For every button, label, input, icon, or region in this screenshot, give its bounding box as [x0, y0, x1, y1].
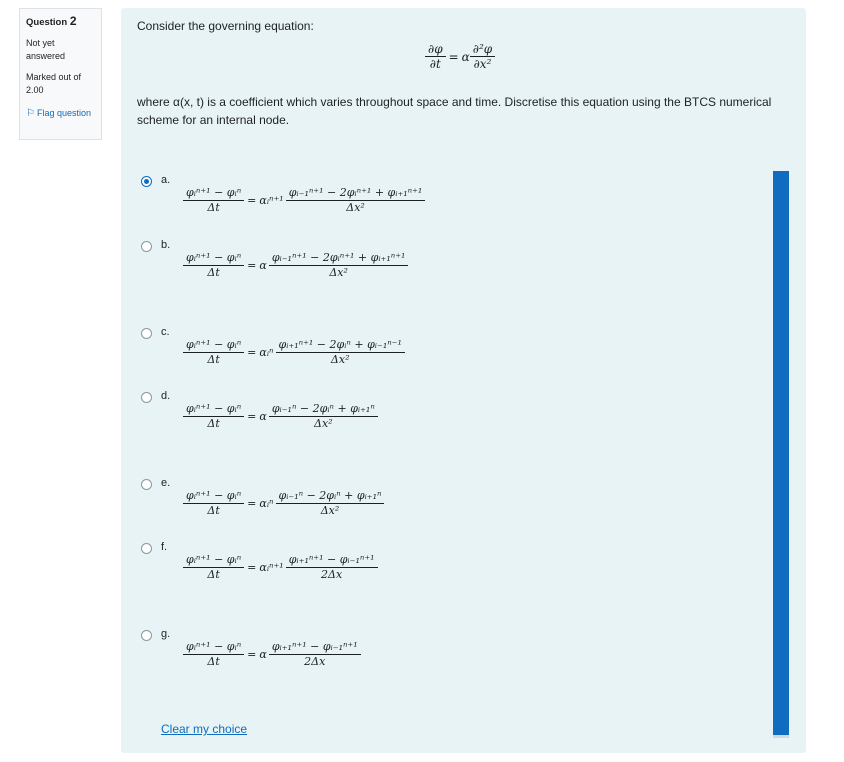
option-rhs-num: φᵢ₊₁ⁿ⁺¹ − φᵢ₋₁ⁿ⁺¹ — [269, 640, 361, 655]
option-lhs-den: Δt — [207, 417, 220, 430]
option-rhs — [286, 553, 378, 582]
option-lhs-num: φᵢⁿ⁺¹ − φᵢⁿ — [183, 640, 244, 655]
governing-lhs — [425, 42, 446, 71]
option-lhs-num: φᵢⁿ⁺¹ − φᵢⁿ — [183, 553, 244, 568]
governing-lhs-den: ∂t — [429, 57, 441, 71]
option-formula — [183, 553, 378, 582]
question-text: where α(x, t) is a coefficient which varies throughout space and time. Discretise this equation using the BTCS numerical scheme for an internal node. — [137, 95, 772, 127]
option-formula — [183, 489, 384, 518]
option-eq-sign: = — [247, 561, 257, 574]
radio-button[interactable] — [141, 328, 152, 339]
option-formula — [183, 338, 405, 367]
option-rhs-den: 2Δx — [304, 655, 326, 668]
option-lhs-num: φᵢⁿ⁺¹ − φᵢⁿ — [183, 338, 244, 353]
option-lhs-num: φᵢⁿ⁺¹ − φᵢⁿ — [183, 402, 244, 417]
flag-icon: ⚐ — [26, 108, 35, 119]
question-info-panel — [19, 8, 102, 140]
option-rhs-num: φᵢ₊₁ⁿ⁺¹ − φᵢ₋₁ⁿ⁺¹ — [286, 553, 378, 568]
option-rhs-den: Δx² — [346, 201, 365, 214]
option-coef: α — [259, 410, 267, 423]
option-lhs-num: φᵢⁿ⁺¹ − φᵢⁿ — [183, 251, 244, 266]
governing-lhs-num: ∂φ — [425, 42, 446, 57]
option-eq-sign: = — [247, 497, 257, 510]
radio-button[interactable] — [141, 176, 152, 187]
option-coef: αᵢⁿ — [259, 346, 274, 359]
option-rhs — [269, 402, 378, 431]
option-rhs-num: φᵢ₋₁ⁿ⁺¹ − 2φᵢⁿ⁺¹ + φᵢ₊₁ⁿ⁺¹ — [286, 186, 426, 201]
option-coef: αᵢⁿ⁺¹ — [259, 561, 284, 574]
option-letter: f. — [161, 541, 168, 553]
option-letter: e. — [161, 477, 171, 489]
option-eq-sign: = — [247, 194, 257, 207]
option-rhs — [286, 186, 426, 215]
option-lhs — [183, 553, 244, 582]
option-lhs — [183, 489, 244, 518]
option-rhs-den: Δx² — [329, 266, 348, 279]
option-rhs-den: Δx² — [320, 504, 340, 517]
option-formula — [183, 186, 425, 215]
option-rhs — [269, 251, 409, 280]
option-rhs-num: φᵢ₋₁ⁿ⁺¹ − 2φᵢⁿ⁺¹ + φᵢ₊₁ⁿ⁺¹ — [269, 251, 409, 266]
option-lhs-den: Δt — [207, 504, 220, 517]
radio-button[interactable] — [141, 241, 152, 252]
option-coef: αᵢⁿ — [259, 497, 274, 510]
scrollbar-track-end — [773, 735, 789, 738]
question-grade: Marked out of 2.00 — [26, 72, 82, 95]
governing-rhs — [470, 42, 495, 71]
question-content — [121, 8, 806, 753]
option-rhs-num: φᵢ₋₁ⁿ − 2φᵢⁿ + φᵢ₊₁ⁿ — [276, 489, 385, 504]
radio-button[interactable] — [141, 392, 152, 403]
option-letter: g. — [161, 628, 171, 640]
option-rhs-num: φᵢ₊₁ⁿ⁺¹ − 2φᵢⁿ + φᵢ₋₁ⁿ⁻¹ — [276, 338, 405, 353]
option-coef: α — [259, 259, 267, 272]
option-formula — [183, 402, 378, 431]
radio-button[interactable] — [141, 630, 152, 641]
option-rhs-num: φᵢ₋₁ⁿ − 2φᵢⁿ + φᵢ₊₁ⁿ — [269, 402, 378, 417]
option-lhs-num: φᵢⁿ⁺¹ − φᵢⁿ — [183, 489, 244, 504]
option-eq-sign: = — [247, 346, 257, 359]
option-lhs-den: Δt — [207, 655, 220, 668]
option-lhs — [183, 640, 244, 669]
flag-question-link[interactable] — [26, 107, 95, 120]
option-eq-sign: = — [247, 410, 257, 423]
option-eq-sign: = — [247, 648, 257, 661]
option-coef: αᵢⁿ⁺¹ — [259, 194, 284, 207]
scrollbar-thumb[interactable] — [773, 171, 789, 738]
governing-eq-sign: = — [448, 49, 459, 64]
option-letter: d. — [161, 390, 171, 402]
option-lhs — [183, 186, 244, 215]
governing-rhs-den: ∂x² — [473, 57, 492, 71]
option-eq-sign: = — [247, 259, 257, 272]
option-formula — [183, 251, 408, 280]
option-rhs — [269, 640, 361, 669]
option-lhs-den: Δt — [207, 201, 220, 214]
option-rhs-den: Δx² — [314, 417, 333, 430]
question-state: Not yet answered — [26, 38, 66, 61]
option-lhs-den: Δt — [207, 266, 220, 279]
question-number-value: 2 — [69, 14, 77, 28]
option-rhs-den: 2Δx — [321, 568, 343, 581]
option-lhs — [183, 402, 244, 431]
option-lhs-den: Δt — [207, 568, 220, 581]
option-lhs-den: Δt — [207, 353, 220, 366]
option-lhs — [183, 338, 244, 367]
option-formula — [183, 640, 361, 669]
flag-label: Flag question — [36, 108, 92, 118]
radio-button[interactable] — [141, 479, 152, 490]
question-number — [26, 15, 95, 29]
governing-equation — [425, 42, 495, 71]
option-rhs-den: Δx² — [330, 353, 350, 366]
option-lhs-num: φᵢⁿ⁺¹ − φᵢⁿ — [183, 186, 244, 201]
question-intro: Consider the governing equation: — [137, 19, 314, 33]
option-rhs — [276, 489, 385, 518]
clear-choice-link[interactable]: Clear my choice — [161, 722, 248, 736]
option-letter: a. — [161, 174, 171, 186]
option-letter: b. — [161, 239, 171, 251]
option-rhs — [276, 338, 405, 367]
option-lhs — [183, 251, 244, 280]
radio-button[interactable] — [141, 543, 152, 554]
governing-rhs-num: ∂²φ — [470, 42, 495, 57]
option-letter: c. — [161, 326, 170, 338]
question-label: Question — [26, 17, 68, 28]
option-coef: α — [259, 648, 267, 661]
governing-coef: α — [461, 49, 470, 64]
